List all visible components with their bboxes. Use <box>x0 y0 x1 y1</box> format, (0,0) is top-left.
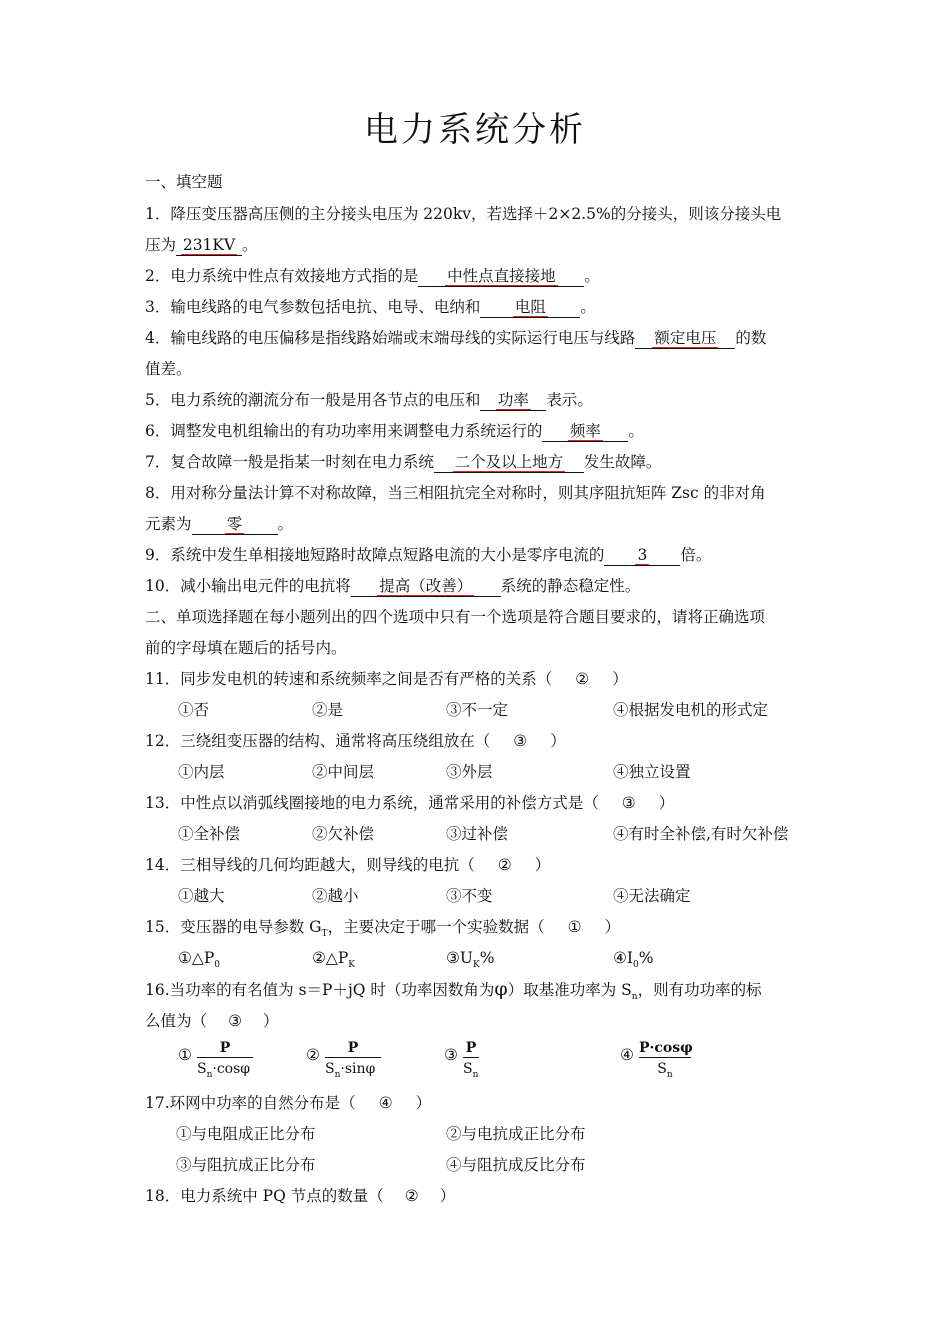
question-2-pre: 2．电力系统中性点有效接地方式指的是 <box>145 267 419 285</box>
question-18 <box>145 1186 455 1206</box>
question-3-pre: 3．输电线路的电气参数包括电抗、电导、电纳和 <box>145 298 481 316</box>
question-3-post: 。 <box>580 298 596 316</box>
question-6-pre: 6．调整发电机组输出的有功功率用来调整电力系统运行的 <box>145 422 543 440</box>
q15-option-2-sub: K <box>348 960 355 971</box>
answer-8: 零 <box>226 515 243 533</box>
q11-option-1: ①否 <box>178 701 210 719</box>
q15-option-4-main: ④I <box>613 949 634 967</box>
q15-option-3-sub: K <box>472 960 480 971</box>
q13-option-3: ③过补偿 <box>446 825 509 843</box>
q14-option-3: ③不变 <box>446 887 493 905</box>
phi-symbol: φ <box>494 978 508 1000</box>
answer-2: 中性点直接接地 <box>447 267 556 285</box>
question-2 <box>145 266 600 287</box>
q11-option-2: ②是 <box>312 701 344 719</box>
question-12 <box>145 731 566 751</box>
question-16-line1 <box>145 979 762 1007</box>
question-12-close: ） <box>550 732 566 750</box>
q13-option-2: ②欠补偿 <box>312 825 375 843</box>
q17-option-3: ③与阻抗成正比分布 <box>176 1156 316 1174</box>
answer-7: 二个及以上地方 <box>454 453 564 471</box>
q16-option-1-numerator: P <box>197 1040 253 1058</box>
q12-option-4: ④独立设置 <box>613 763 691 781</box>
question-4-post: 的数 <box>735 329 767 347</box>
answer-blank-6 <box>542 421 628 442</box>
q15-option-2 <box>312 948 355 975</box>
question-1-pre2: 压为 <box>145 236 177 254</box>
q15-option-3-tail: % <box>479 949 495 967</box>
question-5 <box>145 390 593 411</box>
answer-3: 电阻 <box>514 298 546 316</box>
q16-option-4-den-sub: n <box>666 1069 673 1080</box>
answer-4: 额定电压 <box>654 329 717 347</box>
question-16-line2 <box>145 1011 279 1031</box>
question-18-stem: 18．电力系统中 PQ 节点的数量（ <box>145 1187 384 1205</box>
question-18-close: ） <box>439 1187 456 1205</box>
q14-option-1: ①越大 <box>178 887 225 905</box>
question-11-close: ） <box>612 670 628 688</box>
q15-option-4-sub: 0 <box>633 960 639 971</box>
q16-option-3-den-main: S <box>463 1061 473 1077</box>
question-12-stem: 12．三绕组变压器的结构、通常将高压绕组放在（ <box>145 732 491 750</box>
question-16-close: ） <box>263 1012 279 1030</box>
question-8-pre2: 元素为 <box>145 515 192 533</box>
question-17-close: ） <box>415 1094 432 1112</box>
answer-blank-9 <box>604 545 680 566</box>
q16-option-3-numerator: P <box>463 1040 479 1058</box>
answer-blank-7 <box>434 452 584 473</box>
question-5-post: 表示。 <box>546 391 593 409</box>
q16-option-2-numerator: P <box>325 1040 381 1058</box>
q14-option-4: ④无法确定 <box>613 887 691 905</box>
q15-option-1-main: ①△P <box>178 949 215 967</box>
q11-option-3: ③不一定 <box>446 701 509 719</box>
q14-option-2: ②越小 <box>312 887 359 905</box>
q12-option-1: ①内层 <box>178 763 225 781</box>
q16-option-4-fraction <box>639 1040 691 1080</box>
answer-blank-4 <box>635 328 735 349</box>
question-12-answer: ③ <box>513 732 528 750</box>
question-10 <box>145 576 640 597</box>
question-10-post: 系统的静态稳定性。 <box>500 577 641 595</box>
question-14-close: ） <box>534 856 551 874</box>
q16-option-1-label: ① <box>178 1046 192 1064</box>
q11-option-4: ④根据发电机的形式定 <box>613 701 769 719</box>
question-18-answer: ② <box>404 1187 419 1205</box>
q17-option-4: ④与阻抗成反比分布 <box>446 1156 586 1174</box>
question-13-close: ） <box>658 794 675 812</box>
question-11-stem: 11．同步发电机的转速和系统频率之间是否有严格的关系（ <box>145 670 553 688</box>
q15-option-3-main: ③U <box>446 949 473 967</box>
section-heading-choice-line1: 二、单项选择题在每小题列出的四个选项中只有一个选项是符合题目要求的，请将正确选项 <box>145 608 766 626</box>
q15-option-1-sub: 0 <box>214 960 220 971</box>
question-7-pre: 7．复合故障一般是指某一时刻在电力系统 <box>145 453 434 471</box>
q16-option-1-fraction <box>197 1040 253 1080</box>
question-13-answer: ③ <box>621 794 636 812</box>
question-15-close: ） <box>604 918 621 936</box>
q13-option-1: ①全补偿 <box>178 825 241 843</box>
answer-blank-5 <box>480 390 546 411</box>
section-heading-fill-in: 一、填空题 <box>145 173 223 191</box>
q16-option-2-den-tail: ·sinφ <box>340 1061 376 1077</box>
answer-5: 功率 <box>497 391 529 409</box>
question-16-answer: ③ <box>228 1012 242 1030</box>
q16-option-2-denominator <box>325 1058 381 1080</box>
question-9-post: 倍。 <box>680 546 712 564</box>
question-8-line1: 8．用对称分量法计算不对称故障，当三相阻抗完全对称时，则其序阻抗矩阵 Zsc 的非对角 <box>145 484 766 502</box>
q16-option-2-label: ② <box>306 1046 320 1064</box>
question-3 <box>145 297 596 318</box>
question-6-post: 。 <box>628 422 644 440</box>
question-1-post: 。 <box>242 236 258 254</box>
q16-option-1-denominator <box>197 1058 253 1080</box>
answer-10: 提高（改善） <box>379 577 473 595</box>
answer-blank-1 <box>176 235 242 256</box>
question-15-stem-sub: T <box>321 929 328 940</box>
q16-option-4-label: ④ <box>620 1046 634 1064</box>
answer-1: 231KV <box>182 236 236 254</box>
question-16-line1-c: ，则有功功率的标 <box>637 981 762 999</box>
q16-option-3-den-sub: n <box>472 1069 479 1080</box>
q12-option-3: ③外层 <box>446 763 493 781</box>
q15-option-1 <box>178 948 220 975</box>
q15-option-4-tail: % <box>638 949 654 967</box>
question-16-line1-b: ）取基准功率为 S <box>507 981 632 999</box>
question-4-pre: 4．输电线路的电压偏移是指线路始端或末端母线的实际运行电压与线路 <box>145 329 636 347</box>
q16-option-4-denominator <box>639 1058 691 1080</box>
q12-option-2: ②中间层 <box>312 763 375 781</box>
question-6 <box>145 421 644 442</box>
question-2-post: 。 <box>584 267 600 285</box>
question-14-stem: 14．三相导线的几何均距越大，则导线的电抗（ <box>145 856 475 874</box>
q16-option-3-fraction <box>463 1040 479 1080</box>
answer-blank-8 <box>192 514 278 535</box>
question-4-line1 <box>145 328 766 349</box>
q16-option-4-den-main: S <box>657 1061 667 1077</box>
page-title: 电力系统分析 <box>364 110 586 150</box>
answer-9: 3 <box>637 546 648 564</box>
question-13-stem: 13．中性点以消弧线圈接地的电力系统，通常采用的补偿方式是（ <box>145 794 599 812</box>
answer-blank-3 <box>480 297 580 318</box>
question-11 <box>145 669 628 689</box>
q15-option-2-main: ②△P <box>312 949 349 967</box>
question-11-answer: ② <box>575 670 590 688</box>
question-9-pre: 9．系统中发生单相接地短路时故障点短路电流的大小是零序电流的 <box>145 546 605 564</box>
q16-option-2-den-sub: n <box>334 1069 341 1080</box>
question-15 <box>145 917 620 944</box>
question-15-stem-a: 15．变压器的电导参数 G <box>145 918 322 936</box>
question-10-pre: 10．减小输出电元件的电抗将 <box>145 577 351 595</box>
question-14 <box>145 855 550 875</box>
q16-option-3-label: ③ <box>444 1046 458 1064</box>
q15-option-4 <box>613 948 654 975</box>
question-7 <box>145 452 661 473</box>
question-16-line2-text: 么值为（ <box>145 1012 208 1030</box>
question-5-pre: 5．电力系统的潮流分布一般是用各节点的电压和 <box>145 391 481 409</box>
question-1-line1: 1．降压变压器高压侧的主分接头电压为 220kv，若选择＋2×2.5%的分接头，则该分接头电 <box>145 205 782 223</box>
question-17 <box>145 1093 431 1113</box>
question-7-post: 发生故障。 <box>583 453 662 471</box>
q13-option-4: ④有时全补偿,有时欠补偿 <box>613 825 789 843</box>
q17-option-1: ①与电阻成正比分布 <box>176 1125 316 1143</box>
question-14-answer: ② <box>497 856 512 874</box>
question-16-line1-sub: n <box>631 992 638 1003</box>
section-heading-choice-line2: 前的字母填在题后的括号内。 <box>145 639 347 657</box>
q16-option-4-numerator: P·cosφ <box>639 1040 693 1056</box>
question-16-line1-a: 16.当功率的有名值为 s＝P＋jQ 时（功率因数角为 <box>145 981 495 999</box>
question-13 <box>145 793 674 813</box>
question-15-answer: ① <box>567 918 582 936</box>
q16-option-2-fraction <box>325 1040 381 1080</box>
question-9 <box>145 545 711 566</box>
question-17-answer: ④ <box>378 1094 393 1112</box>
question-8-post: 。 <box>277 515 294 533</box>
question-15-stem-b: ，主要决定于哪一个实验数据（ <box>327 918 545 936</box>
question-4-line2: 值差。 <box>145 360 192 378</box>
q16-option-3-denominator <box>463 1058 479 1080</box>
q17-option-2: ②与电抗成正比分布 <box>446 1125 586 1143</box>
question-17-stem: 17.环网中功率的自然分布是（ <box>145 1094 356 1112</box>
answer-blank-2 <box>418 266 584 287</box>
q16-option-1-den-sub: n <box>206 1069 213 1080</box>
q15-option-3 <box>446 948 494 975</box>
q16-option-2-den-main: S <box>325 1061 335 1077</box>
answer-6: 频率 <box>569 422 601 440</box>
question-1-line2 <box>145 235 258 256</box>
question-8-line2 <box>145 514 293 535</box>
answer-blank-10 <box>351 576 501 597</box>
q16-option-1-den-main: S <box>197 1061 207 1077</box>
q16-option-1-den-tail: ·cosφ <box>212 1061 251 1077</box>
